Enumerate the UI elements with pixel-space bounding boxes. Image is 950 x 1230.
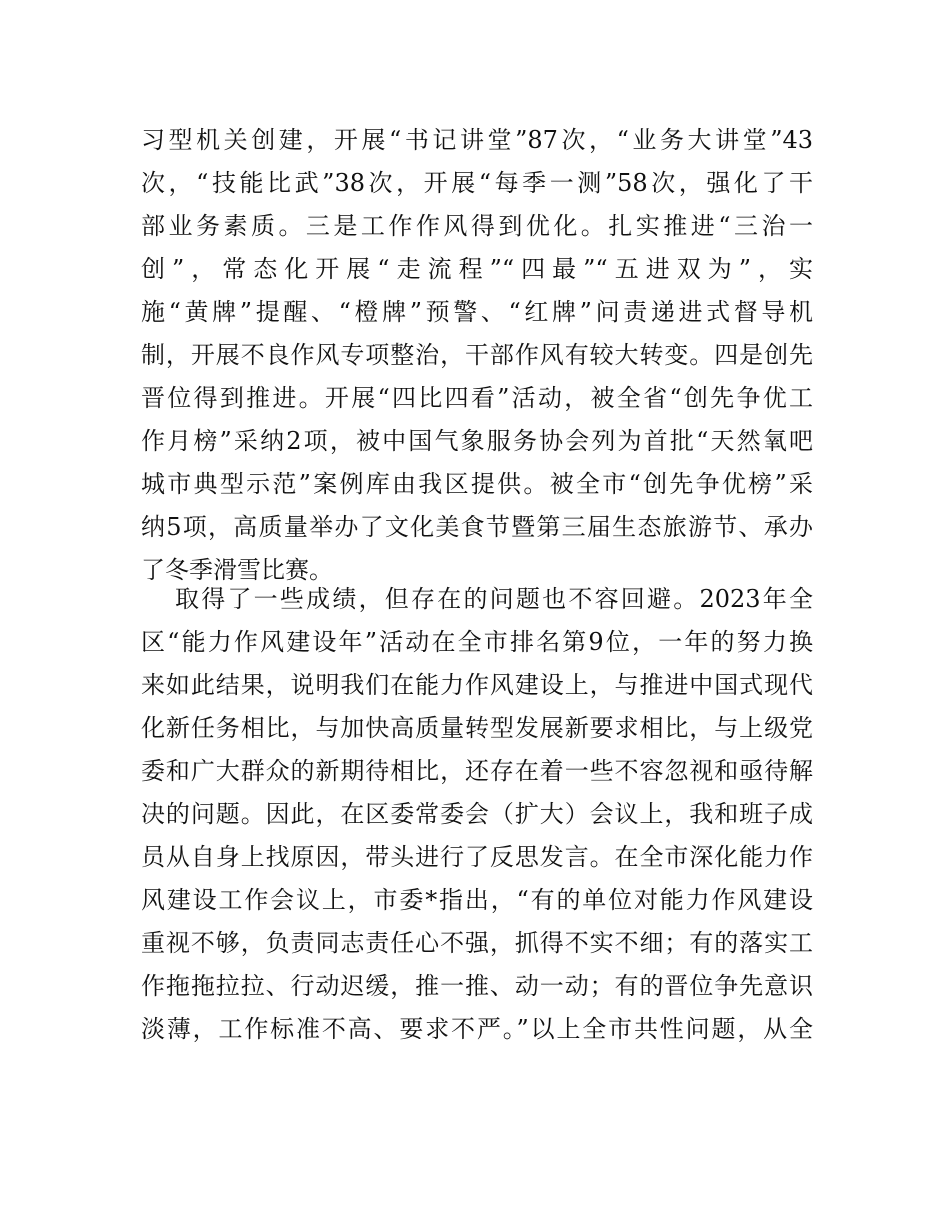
text-line: 取得了一些成绩，但存在的问题也不容回避。2023年全	[175, 585, 813, 613]
text-line: 风建设工作会议上，市委*指出，“有的单位对能力作风建设	[141, 886, 813, 914]
text-line: 施“黄牌”提醒、“橙牌”预警、“红牌”问责递进式督导机	[141, 298, 813, 326]
text-line: 淡薄，工作标准不高、要求不严。”以上全市共性问题，从全	[141, 1015, 813, 1043]
text-line: 创”，常态化开展“走流程”“四最”“五进双为”，实	[141, 255, 813, 283]
text-line: 作月榜”采纳2项，被中国气象服务协会列为首批“天然氧吧	[141, 427, 813, 455]
text-line: 习型机关创建，开展“书记讲堂”87次，“业务大讲堂”43	[141, 126, 813, 154]
text-line: 纳5项，高质量举办了文化美食节暨第三届生态旅游节、承办	[141, 513, 813, 541]
text-line: 员从自身上找原因，带头进行了反思发言。在全市深化能力作	[141, 843, 813, 871]
text-line: 作拖拖拉拉、行动迟缓，推一推、动一动；有的晋位争先意识	[141, 972, 813, 1000]
text-line: 化新任务相比，与加快高质量转型发展新要求相比，与上级党	[141, 714, 813, 742]
text-line: 来如此结果，说明我们在能力作风建设上，与推进中国式现代	[141, 671, 813, 699]
text-line: 制，开展不良作风专项整治，干部作风有较大转变。四是创先	[141, 341, 813, 369]
text-line: 决的问题。因此，在区委常委会（扩大）会议上，我和班子成	[141, 800, 813, 828]
text-line: 部业务素质。三是工作作风得到优化。扎实推进“三治一	[141, 212, 813, 240]
text-line: 了冬季滑雪比赛。	[141, 556, 333, 584]
text-line: 城市典型示范”案例库由我区提供。被全市“创先争优榜”采	[141, 470, 813, 498]
text-line: 委和广大群众的新期待相比，还存在着一些不容忽视和亟待解	[141, 757, 813, 785]
text-line: 晋位得到推进。开展“四比四看”活动，被全省“创先争优工	[141, 384, 813, 412]
text-line: 区“能力作风建设年”活动在全市排名第9位，一年的努力换	[141, 628, 813, 656]
text-line: 重视不够，负责同志责任心不强，抓得不实不细；有的落实工	[141, 929, 813, 957]
text-line: 次，“技能比武”38次，开展“每季一测”58次，强化了干	[141, 169, 813, 197]
